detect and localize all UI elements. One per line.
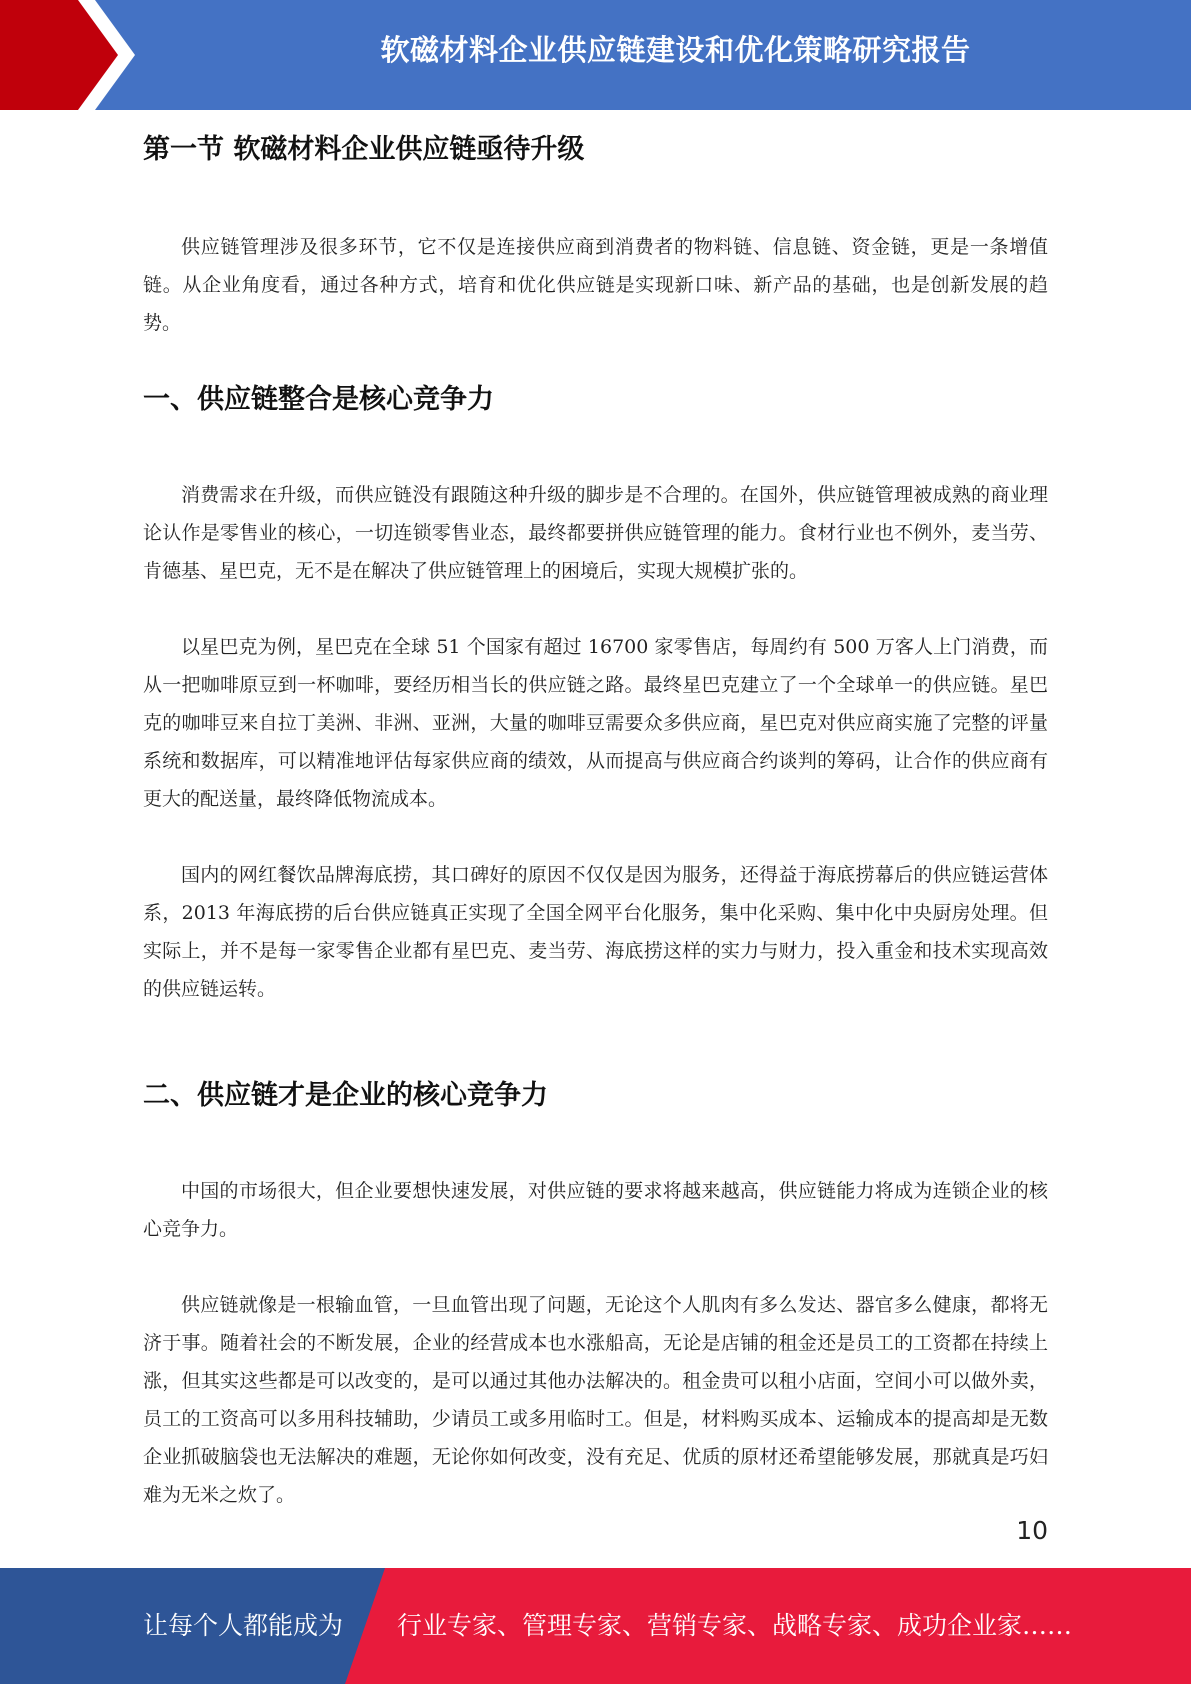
report-title: 软磁材料企业供应链建设和优化策略研究报告 xyxy=(380,33,971,67)
page-content xyxy=(143,128,1048,1514)
paragraph: 国内的网红餐饮品牌海底捞，其口碑好的原因不仅仅是因为服务，还得益于海底捞幕后的供应链运营体系，2013 年海底捞的后台供应链真正实现了全国全网平台化服务，集中化采购、集中化中央厨房处理。但实际上，并不是每一家零售企业都有星巴克、麦当劳、海底捞这样的实力与财力，投入重金和技术实现高效的供应链运转。 xyxy=(143,864,1048,1000)
header-band xyxy=(0,0,1191,110)
heading-core-competitiveness: 一、供应链整合是核心竞争力 xyxy=(143,384,494,415)
section-title: 第一节 软磁材料企业供应链亟待升级 xyxy=(143,134,585,165)
arrow-decoration-icon xyxy=(0,0,160,110)
paragraph: 供应链就像是一根输血管，一旦血管出现了问题，无论这个人肌肉有多么发达、器官多么健康，都将无济于事。随着社会的不断发展，企业的经营成本也水涨船高，无论是店铺的租金还是员工的工资都在持续上涨，但其实这些都是可以改变的，是可以通过其他办法解决的。租金贵可以租小店面，空间小可以做外卖，员工的工资高可以多用科技辅助，少请员工或多用临时工。但是，材料购买成本、运输成本的提高却是无数企业抓破脑袋也无法解决的难题，无论你如何改变，没有充足、优质的原材还希望能够发展，那就真是巧妇难为无米之炊了。 xyxy=(143,1294,1048,1506)
intro-paragraph: 供应链管理涉及很多环节，它不仅是连接供应商到消费者的物料链、信息链、资金链，更是一条增值链。从企业角度看，通过各种方式，培育和优化供应链是实现新口味、新产品的基础，也是创新发展的趋势。 xyxy=(143,236,1048,334)
footer-band xyxy=(0,1568,1191,1684)
paragraph: 以星巴克为例，星巴克在全球 51 个国家有超过 16700 家零售店，每周约有 500 万客人上门消费，而从一把咖啡原豆到一杯咖啡，要经历相当长的供应链之路。最终星巴克建立了一个全球单一的供应链。星巴克的咖啡豆来自拉丁美洲、非洲、亚洲，大量的咖啡豆需要众多供应商，星巴克对供应商实施了完整的评量系统和数据库，可以精准地评估每家供应商的绩效，从而提高与供应商合约谈判的筹码，让合作的供应商有更大的配送量，最终降低物流成本。 xyxy=(143,636,1048,810)
paragraph: 中国的市场很大，但企业要想快速发展，对供应链的要求将越来越高，供应链能力将成为连锁企业的核心竞争力。 xyxy=(143,1180,1048,1240)
paragraph: 消费需求在升级，而供应链没有跟随这种升级的脚步是不合理的。在国外，供应链管理被成熟的商业理论认作是零售业的核心，一切连锁零售业态，最终都要拼供应链管理的能力。食材行业也不例外，麦当劳、肯德基、星巴克，无不是在解决了供应链管理上的困境后，实现大规模扩张的。 xyxy=(143,484,1048,582)
page-number: 10 xyxy=(1016,1516,1048,1545)
footer-slogan-left: 让每个人都能成为 xyxy=(143,1611,344,1640)
footer-slogan-right: 行业专家、管理专家、营销专家、战略专家、成功企业家…… xyxy=(397,1611,1073,1640)
heading-supply-chain-core: 二、供应链才是企业的核心竞争力 xyxy=(143,1080,548,1111)
